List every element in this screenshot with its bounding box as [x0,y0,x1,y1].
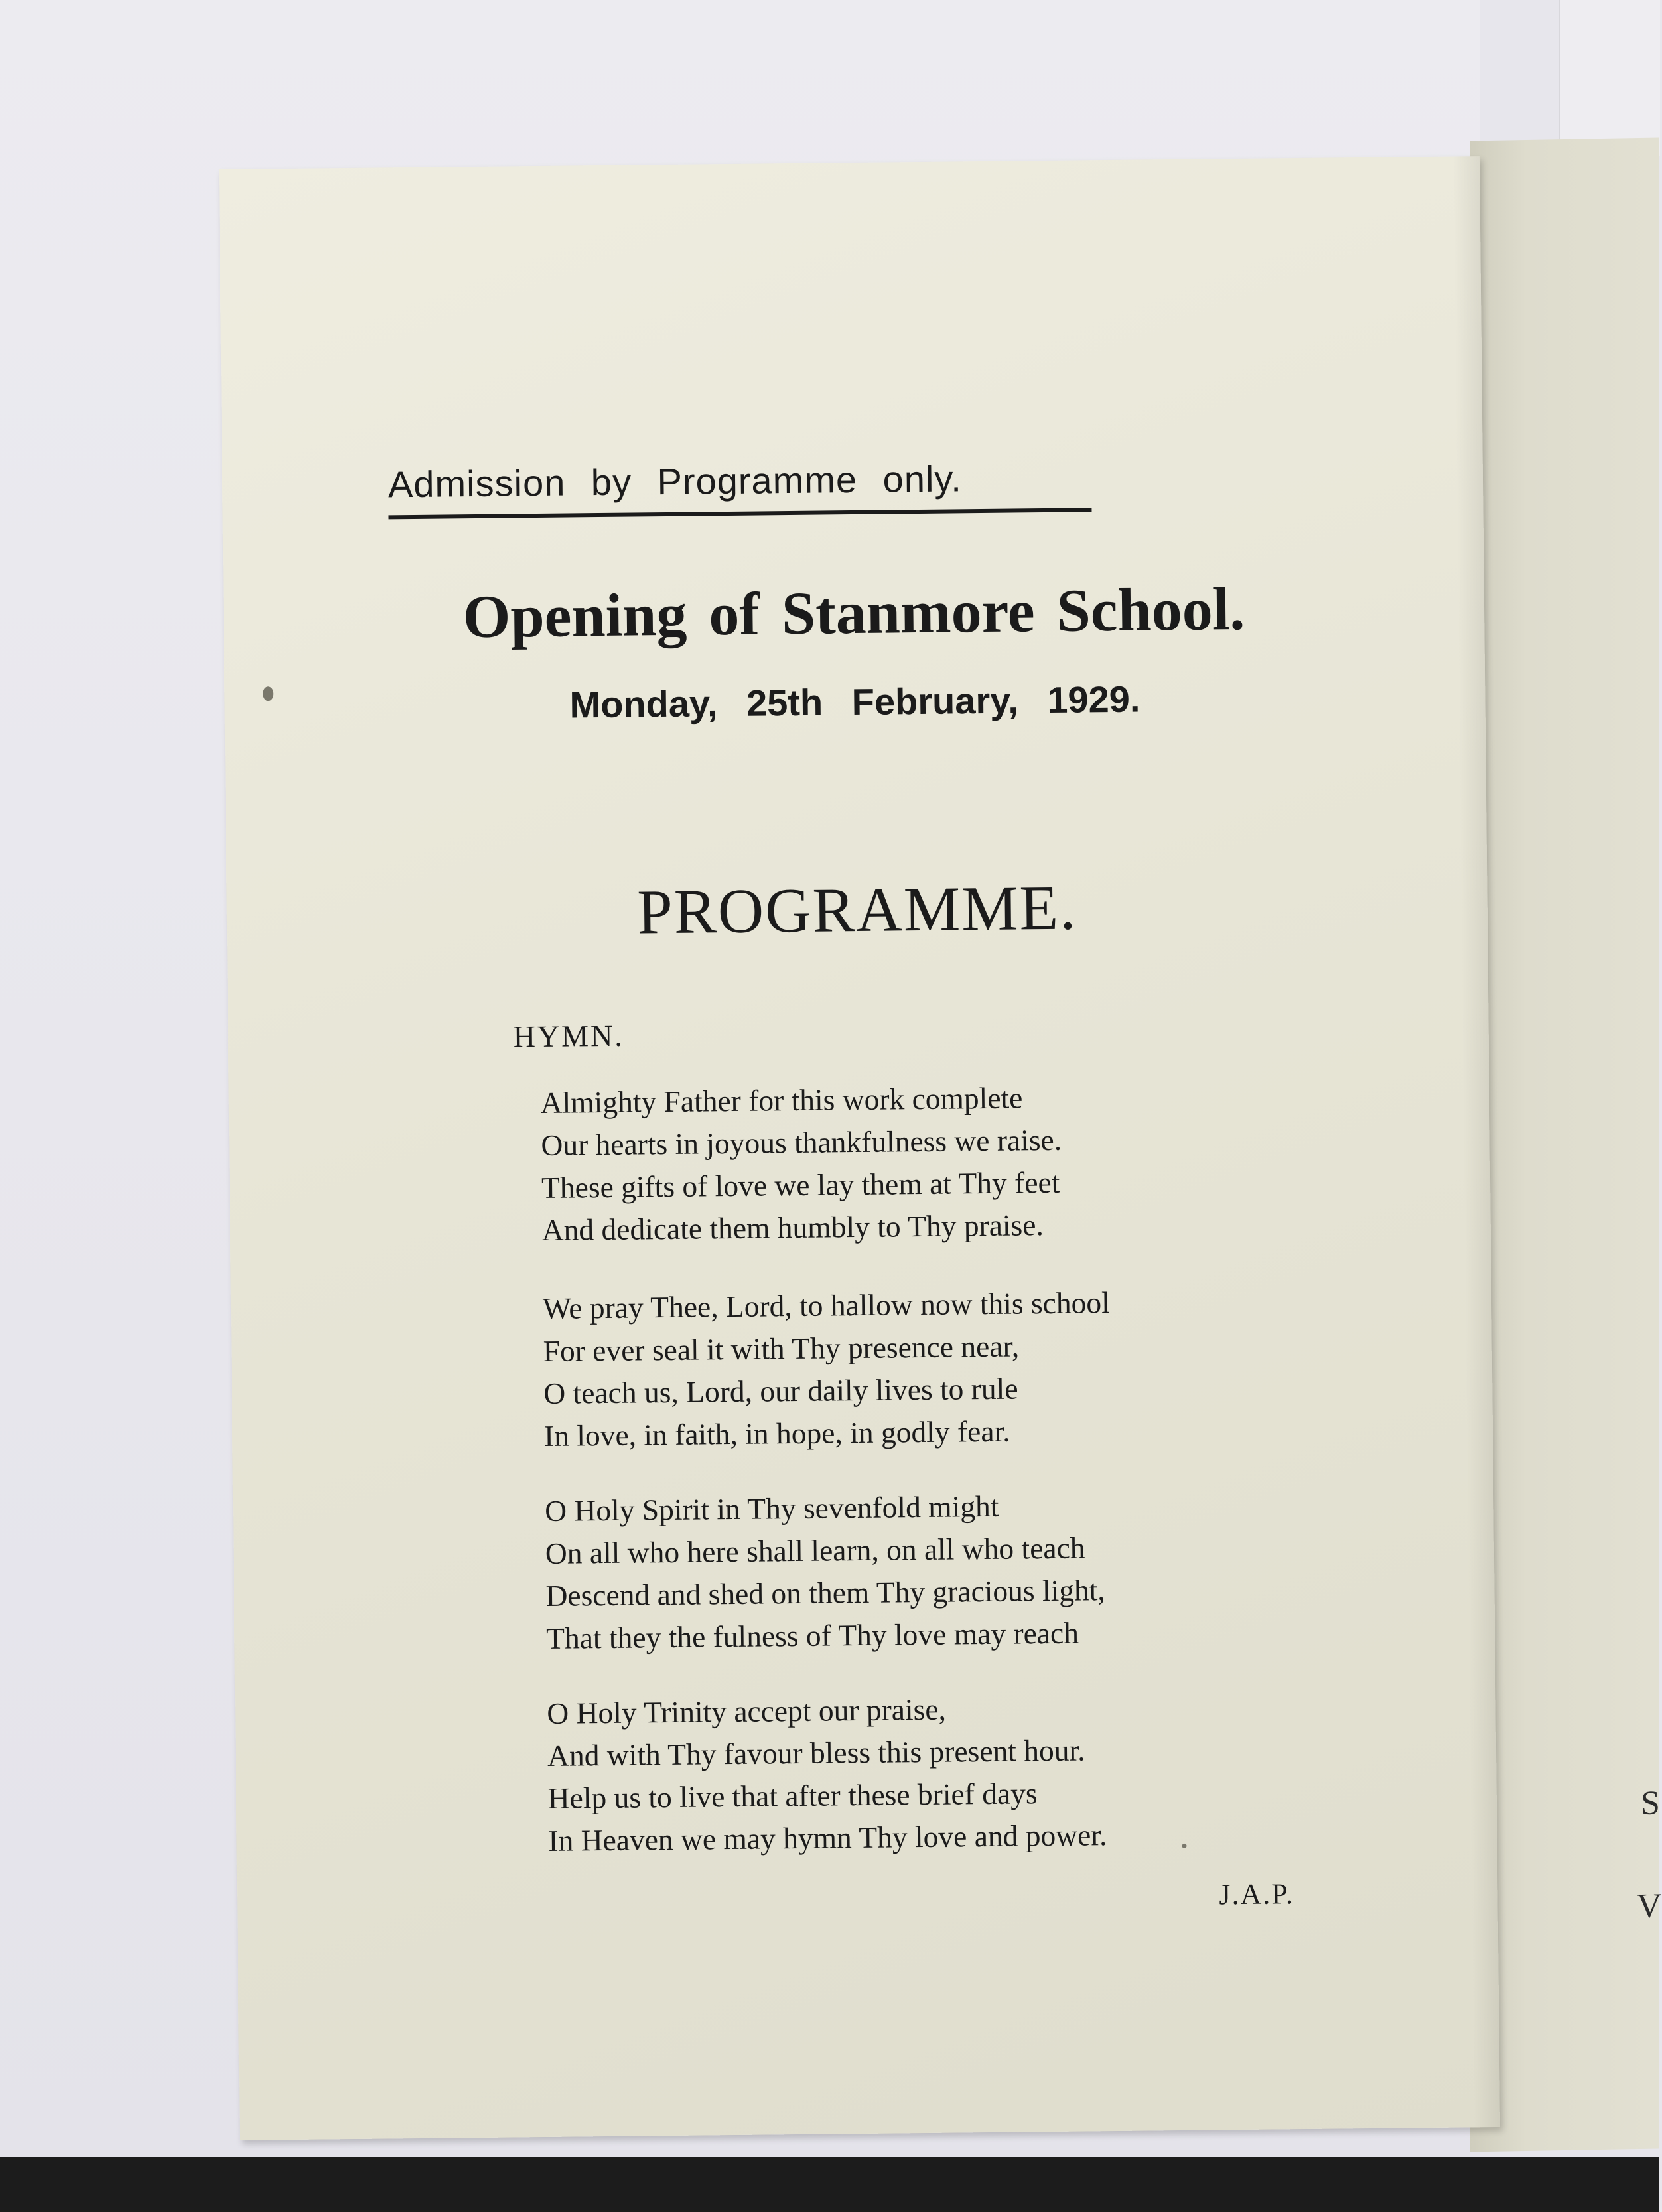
verse-line: Descend and shed on them Thy gracious light, [545,1573,1106,1613]
verse-line: O Holy Spirit in Thy sevenfold might [544,1489,999,1528]
table-edge [0,2157,1659,2212]
verse-line: O Holy Trinity accept our praise, [547,1692,947,1730]
hymn-verse [545,1481,1343,1660]
verse-line: In love, in faith, in hope, in godly fear. [543,1414,1010,1453]
verse-line: And with Thy favour bless this present hour. [547,1733,1085,1773]
author-initials: J.A.P. [1219,1878,1295,1911]
event-date: Monday, 25th February, 1929. [569,678,1141,726]
programme-heading: PROGRAMME. [636,871,1077,948]
page-title: Opening of Stanmore School. [462,574,1245,651]
verse-line: O teach us, Lord, our daily lives to rule [543,1371,1018,1410]
verse-line: Help us to live that after these brief days [547,1776,1038,1815]
verse-line: We pray Thee, Lord, to hallow now this school [542,1286,1111,1325]
paper-speck [263,686,273,701]
verse-line: Almighty Father for this work complete [540,1080,1023,1120]
adjacent-page [1470,138,1662,2152]
hymn-label: HYMN. [513,1018,625,1054]
verse-line: For ever seal it with Thy presence near, [543,1329,1020,1368]
adjacent-page-fragment: V [1637,1887,1662,1926]
background-card [1559,0,1660,156]
verse-line: These gifts of love we lay them at Thy feet [541,1165,1060,1205]
verse-line: And dedicate them humbly to Thy praise. [541,1208,1044,1247]
admission-notice: Admission by Programme only. [388,455,1092,519]
hymn-verse [540,1073,1338,1252]
paper-speck [1182,1844,1186,1848]
adjacent-page-fragment: S [1641,1784,1660,1822]
verse-line: Our hearts in joyous thankfulness we raise. [541,1122,1062,1162]
verse-line: In Heaven we may hymn Thy love and power. [548,1818,1107,1858]
hymn-verse [543,1279,1341,1457]
hymn-verse [547,1684,1345,1862]
verse-line: On all who here shall learn, on all who teach [545,1530,1085,1570]
programme-page [219,156,1500,2140]
verse-line: That they the fulness of Thy love may reach [545,1615,1079,1655]
